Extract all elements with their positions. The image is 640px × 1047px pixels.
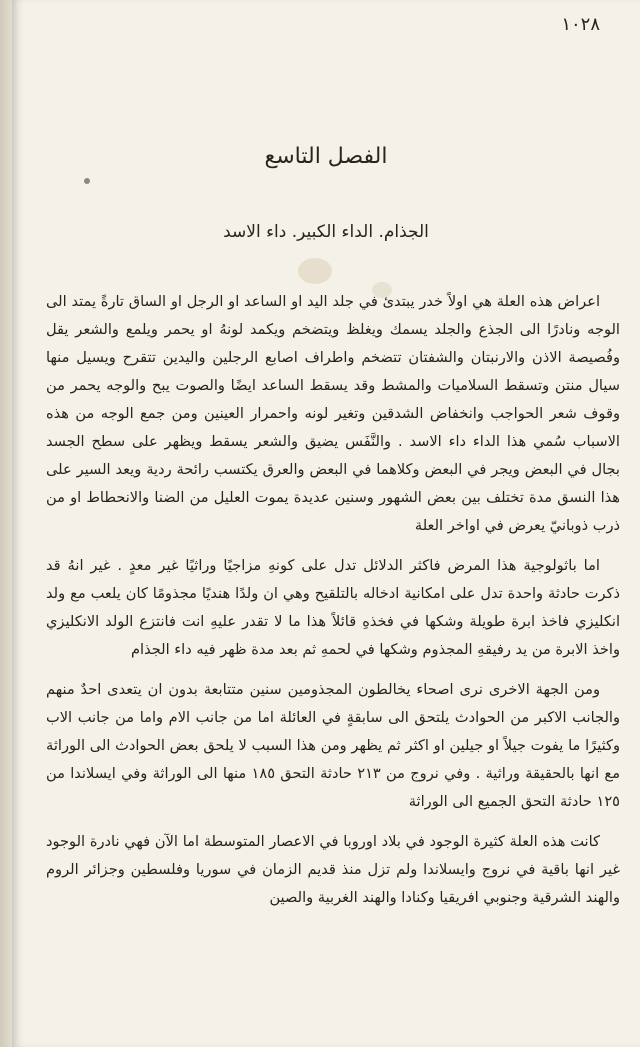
paper-stain	[298, 258, 332, 284]
paper-stain	[84, 178, 90, 184]
book-page	[12, 0, 640, 1047]
chapter-subtitle: الجذام. الداء الكبير. داء الاسد	[223, 222, 429, 242]
paragraph: كانت هذه العلة كثيرة الوجود في بلاد اوروبا في الاعصار المتوسطة اما الآن فهي نادرة الوجود غير انها باقية في نروج وايسلاندا ولم تزل منذ قديم الزمان في سوريا وفلسطين وجزائر الروم والهند الشرقية وجنوبي افريقيا وكنادا والهند الغربية والصين	[46, 833, 620, 906]
chapter-title: الفصل التاسع	[264, 144, 388, 169]
body-text	[46, 288, 620, 924]
paragraph: ومن الجهة الاخرى نرى اصحاء يخالطون المجذومين سنين متتابعة بدون ان يتعدى احدٌ منهم والجانب الاكبر من الحوادث يلتحق الى سابقةٍ في العائلة اما من جانب الام واما من جانب الاب وكثيرًا ما يفوت جيلاً او جيلين او اكثر ثم يظهر ومن هذا السبب لا يلحق بعض الحوادث الى الوراثة مع انها بالحقيقة وراثية . وفي نروج من ٢١٣ حادثة التحق ١٨٥ منها الى الوراثة وفي ايسلاندا من ١٢٥ حادثة التحق الجميع الى الوراثة	[46, 681, 621, 810]
paragraph: اما باثولوجية هذا المرض فاكثر الدلائل تدل على كونهِ مزاجيًا وراثيًا غير معدٍ . غير انهُ قد ذكرت حادثة واحدة تدل على امكانية ادخاله بالتلقيح وهي ان ولدًا هنديًا مجذومًا كان يلعب مع ولد انكليزي فاخذ ابرة طويلة وشكها في فخذهِ قائلاً هذا ما لا تقدر عليهِ انت فانتزع الولد الانكليزي واخذ الابرة من يد رفيقهِ المجذوم وشكها في لحمهِ ثم بعد مدة ظهر فيه داء الجذام	[46, 557, 620, 658]
page-number: ١٠٢٨	[561, 14, 600, 35]
paragraph: اعراض هذه العلة هي اولاً خدر يبتدئ في جلد اليد او الساعد او الرجل او الساق تارةً يمتد الى الوجه ونادرًا الى الجذع والجلد يسمك ويغلظ ويتضخم ويكمد لونهُ او يحمر ويلمع والشعر يقل وفُصيصة الاذن والارنبتان والشفتان تتضخم واطراف اصابع الرجلين واليدين تتقرح ويسيل منها سيال منتن وتسقط السلاميات والمشط وقد يسقط الساعد ايضًا والصوت يبح والوجه يحمر من وقوف شعر الحواجب وانخفاض الشدقين وتغير لونه واحمرار العينين ومن جمع الوجه من هذه الاسباب سُمي هذا الداء داء الاسد . والنَّفَس يضيق والشعر يسقط ويظهر على سطح الجسد بجال في البعض ويجر في البعض وكلاهما في البعض والعرق يكتسب رائحة ردية ويعد السير على هذا النسق مدة تختلف بين بعض الشهور وسنين عديدة يموت العليل من الضنا والانحطاط او من ذرب ذوبانيّ يعرض في اواخر العلة	[46, 293, 620, 534]
page-edge	[0, 0, 12, 1047]
